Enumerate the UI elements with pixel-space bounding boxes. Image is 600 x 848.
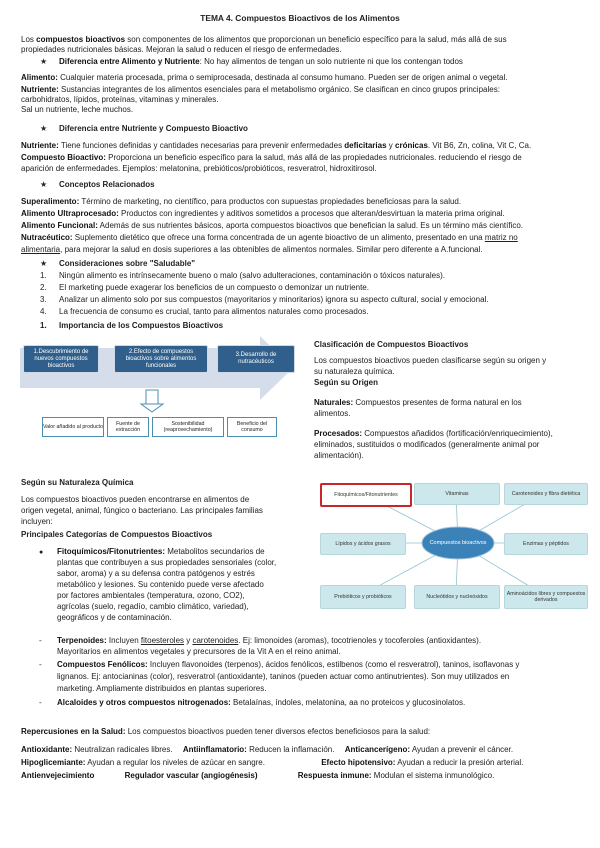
section-conceptos: Conceptos Relacionados	[59, 180, 155, 189]
naturales-1: Naturales: Compuestos presentes de forma natural en los	[314, 398, 522, 407]
box-beneficio: Beneficio del consumo	[227, 417, 277, 437]
node-prebioticos: Prebióticos y probióticos	[320, 585, 406, 609]
def-nutriente: Nutriente: Sustancias integrantes de los alimentos esenciales para el metabolismo orgánico. Se clasifican en cinco grupos principales:	[21, 85, 500, 94]
fenolicos-2: lignanos. Ej: antocianinas (color), resveratrol (antioxidante), taninos (pueden actuar como antinutrientes). Son muy utilizados en	[57, 672, 510, 681]
def-ultraprocesado: Alimento Ultraprocesado: Productos con ingredientes y aditivos sometidos a procesos que alteran/desvirtuan la materia prima original.	[21, 209, 505, 218]
fito-3: sabor, aroma) y a su defensa contra patógenos y estrés	[57, 569, 255, 578]
reper-row-3: Antienvejecimiento Regulador vascular (angiogénesis) Respuesta inmune: Modulan el sistema inmunológico.	[21, 771, 495, 780]
box-valor: Valor añadido al producto	[42, 417, 104, 437]
categorias-heading: Principales Categorías de Compuestos Bioactivos	[21, 530, 213, 539]
def-nutriente-2: carbohidratos, lípidos, proteínas, vitaminas y minerales.	[21, 95, 219, 104]
box-sostenibilidad: Sostenibilidad (reaprovechamiento)	[152, 417, 224, 437]
saludable-item: Ningún alimento es intrínsecamente bueno o malo (salvo adulteraciones, contaminación o tóxicos naturales).	[59, 271, 445, 280]
fito-6: agrícolas (suelo, regadío, cambio climático, variedad),	[57, 602, 249, 611]
star-icon: ★	[40, 259, 48, 268]
node-lipidos: Lípidos y ácidos grasos	[320, 533, 406, 555]
fito-2: plantas que contribuyen a sus propiedades sensoriales (color,	[57, 558, 277, 567]
clasif-p1: Los compuestos bioactivos pueden clasificarse según su origen y	[314, 356, 547, 365]
fito-7: geográficos y de contaminación.	[57, 613, 172, 622]
step-3: 3.Desarrollo de nutracéuticos	[217, 345, 295, 373]
fenolicos-1: Compuestos Fenólicos: Incluyen flavonoides (terpenos), ácidos fenólicos, estilbenos (como el resveratrol), taninos, isoflavonas y	[57, 660, 520, 669]
fenolicos-3: marketing. Ampliamente distribuidos en plantas superiores.	[57, 684, 267, 693]
def-superalimento: Superalimento: Término de marketing, no científico, para productos con supuestas propiedades beneficiosas para la salud.	[21, 197, 462, 206]
mindmap	[318, 478, 588, 613]
procesados-2: eliminados, sustituidos o modificados (generalmente animal por	[314, 440, 540, 449]
importancia-number: 1.	[40, 321, 47, 330]
intro-line-2: propiedades nutricionales básicas. Mejoran la salud o reducen el riesgo de enfermedades.	[21, 45, 342, 54]
dash-icon: -	[39, 660, 42, 669]
saludable-number: 2.	[40, 283, 47, 292]
saludable-item: El marketing puede exagerar los beneficios de un compuesto o demonizar un nutriente.	[59, 283, 369, 292]
def-alimento: Alimento: Cualquier materia procesada, prima o semiprocesada, destinada al consumo humano. Pueden ser de origen animal o vegetal.	[21, 73, 508, 82]
quim-p3: incluyen:	[21, 517, 53, 526]
node-carotenoides: Carotenoides y fibra dietética	[504, 483, 588, 505]
def-nutriente-3: Sal un nutriente, leche muchos.	[21, 105, 134, 114]
fito-5: por factores ambientales (temperatura, ozono, CO2),	[57, 591, 245, 600]
dash-icon: -	[39, 698, 42, 707]
terpenoides-1: Terpenoides: Incluyen fitoesteroles y carotenoides. Ej: limonoides (aromas), tocotrienoles y tocoferoles (antioxidantes).	[57, 636, 482, 645]
fito-4: metabólico y lesiones. Su contenido puede verse afectado	[57, 580, 264, 589]
quim-heading: Según su Naturaleza Química	[21, 478, 134, 487]
star-icon: ★	[40, 124, 48, 133]
mindmap-center: Compuestos bioactivos	[429, 539, 487, 546]
node-aminoacidos: Aminoácidos libres y compuestos derivados	[504, 585, 588, 609]
dash-icon: -	[39, 636, 42, 645]
origen-heading: Según su Origen	[314, 378, 379, 387]
saludable-number: 1.	[40, 271, 47, 280]
def-compuesto-bioactivo-2: aparición de enfermedades. Ejemplos: melatonina, prebióticos/probióticos, resveratrol, hidroxitirosol.	[21, 164, 377, 173]
reper-row-1: Antioxidante: Neutralizan radicales libres. Antiinflamatorio: Reducen la inflamación. Anticancerígeno: Ayudan a prevenir el cáncer.	[21, 745, 514, 754]
bullet-icon: ●	[39, 549, 44, 556]
def-nutraceutico: Nutracéutico: Suplemento dietético que ofrece una forma concentrada de un agente bioactivo de un alimento, presentado en una matriz no	[21, 233, 518, 242]
def-nutraceutico-2: alimentaria, para mejorar la salud en dosis superiores a las obtenibles de alimentos normales. Similar pero diferente a A.funcional.	[21, 245, 483, 254]
node-vitaminas: Vitaminas	[414, 483, 500, 505]
page-title: TEMA 4. Compuestos Bioactivos de los Alimentos	[200, 13, 400, 23]
def-nutriente-bioactivo: Nutriente: Tiene funciones definidas y cantidades necesarias para prevenir enfermedades deficitarias y crónicas. Vit B6, Zn, colina, Vit C, Ca.	[21, 141, 532, 150]
box-fuente: Fuente de extracción	[107, 417, 149, 437]
step-2: 2.Efecto de compuestos bioactivos sobre alimentos funcionales	[114, 345, 208, 373]
intro-line-1: Los compuestos bioactivos son componentes de los alimentos que proporcionan un beneficio específico para la salud, más allá de sus	[21, 35, 507, 44]
star-icon: ★	[40, 180, 48, 189]
node-fitoquimicos: Fitoquímicos/Fitonutrientes	[320, 483, 412, 507]
def-compuesto-bioactivo: Compuesto Bioactivo: Proporciona un beneficio específico para la salud, más allá de las propiedades nutricionales. reduciendo el riesgo de	[21, 153, 522, 162]
saludable-number: 4.	[40, 307, 47, 316]
node-enzimas: Enzimas y péptidos	[504, 533, 588, 555]
clasif-heading: Clasificación de Compuestos Bioactivos	[314, 340, 469, 349]
procesados-1: Procesados: Compuestos añadidos (fortificación/enriquecimiento),	[314, 429, 553, 438]
down-arrow-icon	[141, 404, 163, 412]
repercusiones-heading: Repercusiones en la Salud: Los compuestos bioactivos pueden tener diversos efectos beneficiosos para la salud:	[21, 727, 431, 736]
step-1: 1.Descubrimiento de nuevos compuestos bioactivos	[23, 345, 99, 373]
star-icon: ★	[40, 57, 48, 66]
naturales-2: alimentos.	[314, 409, 351, 418]
quim-p2: origen vegetal, animal, fúngico o bacteriano. Las principales familias	[21, 506, 263, 515]
down-arrow-shaft	[146, 390, 158, 404]
importancia-heading: Importancia de los Compuestos Bioactivos	[59, 321, 224, 330]
quim-p1: Los compuestos bioactivos pueden encontrarse en alimentos de	[21, 495, 250, 504]
section-alimento-nutriente: Diferencia entre Alimento y Nutriente: No hay alimentos de tengan un solo nutriente ni que los contengan todos	[59, 57, 463, 66]
section-saludable: Consideraciones sobre "Saludable"	[59, 259, 196, 268]
alcaloides: Alcaloides y otros compuestos nitrogenados: Betalaínas, índoles, melatonina, aa no proteicos y glucosinolatos.	[57, 698, 466, 707]
saludable-number: 3.	[40, 295, 47, 304]
fito-1: Fitoquímicos/Fitonutrientes: Metabolitos secundarios de	[57, 547, 265, 556]
node-nucleotidos: Nucleótidos y nucleósidos	[414, 585, 500, 609]
saludable-item: Analizar un alimento solo por sus compuestos (mayoritarios y minoritarios) ignora su aspecto cultural, social y emocional.	[59, 295, 489, 304]
def-funcional: Alimento Funcional: Además de sus nutrientes básicos, aporta compuestos bioactivos que benefician la salud. Es un término más científico.	[21, 221, 524, 230]
terpenoides-2: Mayoritarios en alimentos vegetales y precursores de la Vit A en el reino animal.	[57, 647, 341, 656]
reper-row-2: Hipoglicemiante: Ayudan a regular los niveles de azúcar en sangre. Efecto hipotensivo: Ayudan a reducir la presión arterial.	[21, 758, 524, 767]
procesados-3: alimentación).	[314, 451, 364, 460]
saludable-item: La frecuencia de consumo es crucial, tanto para alimentos naturales como procesados.	[59, 307, 369, 316]
clasif-p2: su naturaleza química.	[314, 367, 395, 376]
section-nutriente-bioactivo: Diferencia entre Nutriente y Compuesto Bioactivo	[59, 124, 248, 133]
